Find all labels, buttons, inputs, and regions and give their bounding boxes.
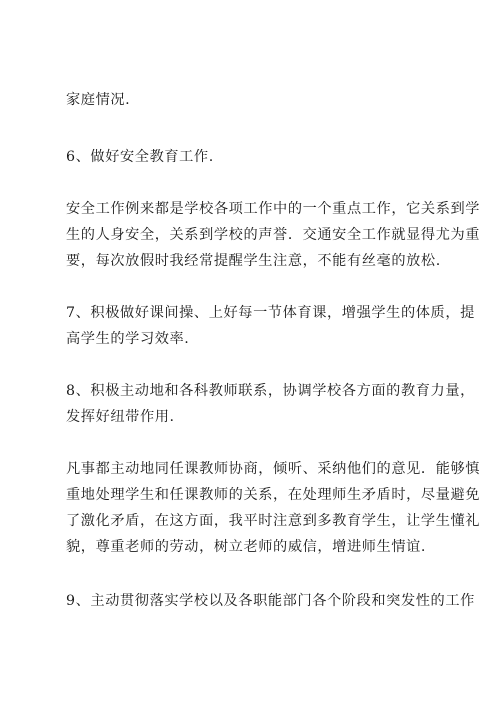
text-line: 要，每次放假时我经常提醒学生注意，不能有丝毫的放松. — [66, 253, 441, 269]
text-line: 家庭情况. — [66, 92, 131, 108]
paragraph-item-8 — [66, 378, 475, 430]
text-line: 7、积极做好课间操、上好每一节体育课，增强学生的体质，提 — [66, 305, 475, 321]
paragraph-safety — [66, 196, 481, 274]
text-line: 6、做好安全教育工作. — [66, 149, 214, 165]
paragraph-item-7 — [66, 300, 475, 352]
paragraph-family-situation — [66, 87, 446, 113]
text-line: 安全工作例来都是学校各项工作中的一个重点工作，它关系到学 — [66, 201, 481, 217]
text-line: 发挥好纽带作用. — [66, 409, 175, 425]
text-line: 生的人身安全，关系到学校的声誉．交通安全工作就显得尤为重 — [66, 227, 481, 243]
text-line: 8、积极主动地和各科教师联系，协调学校各方面的教育力量， — [66, 383, 475, 399]
text-line: 貌，尊重老师的劳动，树立老师的威信，增进师生情谊. — [66, 539, 427, 555]
text-line: 凡事都主动地同任课教师协商，倾听、采纳他们的意见．能够慎 — [66, 461, 481, 477]
paragraph-teacher-cooperation — [66, 456, 481, 560]
text-line: 重地处理学生和任课教师的关系，在处理师生矛盾时，尽量避免 — [66, 487, 481, 503]
text-line: 9、主动贯彻落实学校以及各职能部门各个阶段和突发性的工作 — [66, 593, 475, 609]
text-line: 了激化矛盾，在这方面，我平时注意到多教育学生，让学生懂礼 — [66, 513, 481, 529]
text-line: 高学生的学习效率. — [66, 331, 190, 347]
heading-item-6 — [66, 144, 446, 170]
heading-item-9 — [66, 588, 475, 614]
